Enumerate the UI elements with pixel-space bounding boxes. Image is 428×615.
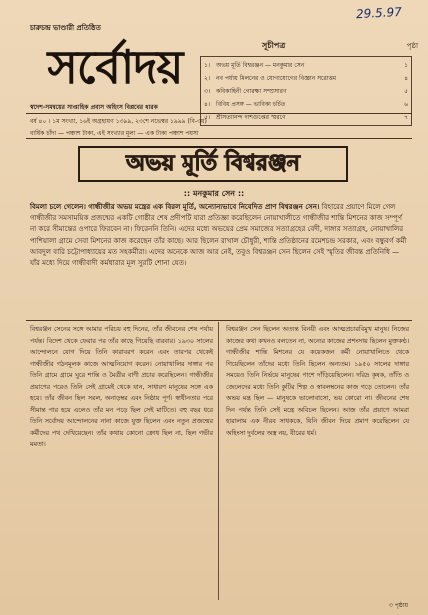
contents-item-number: ৫। bbox=[204, 114, 211, 121]
contents-item[interactable] bbox=[204, 99, 408, 110]
contents-item[interactable] bbox=[204, 60, 408, 71]
article-headline: অভয় মূর্তি বিশ্বরঞ্জন bbox=[78, 146, 348, 182]
contents-page-label: পৃষ্ঠা bbox=[406, 42, 418, 50]
column-divider bbox=[218, 322, 219, 600]
contents-item-page: ১ bbox=[404, 62, 408, 69]
contents-item-number: ৪। bbox=[204, 101, 211, 108]
contents-item-number: ৩। bbox=[204, 88, 211, 95]
contents-item-page: ৫ bbox=[404, 88, 408, 95]
continued-page-note: ৩ পৃষ্ঠায় bbox=[388, 602, 408, 609]
contents-item-page: ৬ bbox=[404, 101, 408, 108]
contents-item-title: বিবিধ প্রসঙ্গ — ভাবিকা চর্চিত bbox=[216, 101, 286, 108]
contents-item-title: নব পর্যায় মিলনের ও যোগাযোগের বিজ্ঞান সরোত্তম bbox=[216, 75, 337, 82]
divider-rule bbox=[26, 138, 412, 139]
contents-item-number: ২। bbox=[204, 75, 211, 82]
article-intro-body: বিহারের প্রয়াণে মিলে গেল গান্ধীজীর সমসাময়িক প্রজন্মের একটি গোষ্ঠীর শেষ প্রদীপটি যারা প্রতিজ্ঞা করেছিলেন নোয়াখালীতে গান্ধীজীর শান্তি মিশনের কাজ সম্পূর্ণ না করে সীমান্তের ওপারে ফিরবেন না। ফিরেননি তিনি। এদের মধ্যে অভয়ের প্রেম সমাজের সত্যাগ্রহের বেদী, দাঙ্গার সত্যাগ্রহ, নোয়াখালির পাশিয়ালা গ্রামে সেবা মিশনের কাজ করেছেন তাঁর কাছে। আর ছিলেন রাখাল চৌধুরী, শান্তি প্রতিষ্ঠানের রমেশচন্দ্র সরকার, এবং বন্ধুবর্গ কর্মী আবদুল বারি চট্টোপাধ্যায়ের মত সহকর্মীরা। এদের অনেকে আজ আর নেই, তবুও বিশ্বরঞ্জন সেন ছিলেন সেই স্মৃতির জীবন্ত প্রতিনিধি — যাঁর মধ্যে দিয়ে গান্ধীবাদী কর্মধারার মূল সুরটি শোনা যেত। bbox=[30, 203, 407, 268]
article-intro bbox=[30, 202, 410, 269]
contents-item[interactable] bbox=[204, 73, 408, 84]
founder-line: চারুচন্দ্র ভাণ্ডারী প্রতিষ্ঠিত bbox=[30, 24, 101, 32]
contents-item-title: শ্রীসত্যানন্দ দাশগুপ্তের স্মরণে bbox=[216, 114, 286, 121]
contents-item[interactable] bbox=[204, 86, 408, 97]
article-column-right: বিশ্বরঞ্জন সেন ছিলেন অত্যন্ত বিনয়ী এবং আত্মপ্রচারবিমুখ মানুষ। নিজের কাজের কথা কখনও বলতেন না, অন্যের কাজের প্রশংসায় ছিলেন মুক্তকণ্ঠ। গান্ধীজীর শান্তি মিশনের যে কয়েকজন কর্মী নোয়াখালিতে থেকে গিয়েছিলেন তাঁদের মধ্যে তিনি ছিলেন অন্যতম। ১৯৫০ সালের দাঙ্গার সময়েও তিনি নির্ভয়ে মানুষের পাশে দাঁড়িয়েছিলেন। দরিদ্র কৃষক, তাঁতি ও জেলেদের মধ্যে তিনি কুটির শিল্প ও স্বাবলম্বনের কাজ গড়ে তোলেন। তাঁর অভয় মন্ত্র ছিল — মানুষকে ভালোবাসো, ভয় কোরো না। জীবনের শেষ দিন পর্যন্ত তিনি সেই মন্ত্রে অবিচল ছিলেন। আজ তাঁর প্রয়াণে আমরা হারালাম এক নীরব সাধককে, যিনি জীবন দিয়ে প্রমাণ করেছিলেন যে অহিংসা দুর্বলের অস্ত্র নয়, বীরের ধর্ম। bbox=[226, 326, 409, 437]
contents-item-title: অভয় মূর্তি বিশ্বরঞ্জন — মনকুমার সেন bbox=[216, 62, 305, 69]
article-lead: বিমলা চলে গেলেন। গান্ধীজীর অভয় মন্ত্রের এক বিরল মূর্তি, অন্যোন্যভাবে নিবেদিত প্রাণ বিশ্বরঞ্জন সেন। bbox=[30, 203, 320, 211]
article-byline: :: মনকুমার সেন :: bbox=[183, 189, 245, 198]
contents-item-page: ৭ bbox=[404, 114, 408, 121]
contents-item-number: ১। bbox=[204, 62, 211, 69]
price-info: বার্ষিক চাঁদা — পঞ্চাশ টাকা, এই সংখ্যার মূল্য — এক টাকা পঞ্চাশ পয়সা bbox=[30, 130, 199, 137]
handwritten-date: 29.5.97 bbox=[355, 4, 403, 22]
divider-rule bbox=[26, 113, 412, 114]
contents-item-page: ৪ bbox=[404, 75, 408, 82]
article-column-left: বিশ্বরঞ্জন সেনের সঙ্গে আমার পরিচয় বহু দিনের, তাঁর জীবনের শেষ পর্যায় পর্যন্ত। বিদেশ থেকে ফেরার পর তাঁর কাছে গিয়েছি বারবার। ১৯৩০ সালের আন্দোলনে যোগ দিয়ে তিনি কারাবরণ করেন এবং তারপর থেকেই গান্ধীজীর গঠনমূলক কাজে আত্মনিয়োগ করেন। নোয়াখালির দাঙ্গার পর তিনি গ্রামে গ্রামে ঘুরে শান্তি ও মৈত্রীর বাণী প্রচার করেছিলেন। গান্ধীজীর প্রয়াণের পরেও তিনি সেই গ্রামেই থেকে যান, সাধারণ মানুষের সঙ্গে এক হয়ে। তাঁর জীবন ছিল সরল, অনাড়ম্বর এবং নিষ্ঠায় পূর্ণ। স্বাধীনতার পরে সীমান্ত পার হয়ে এলেও তাঁর মন পড়ে ছিল সেই মাটিতে। বহু বছর ধরে তিনি সর্বোদয় আন্দোলনের নানা কাজে যুক্ত ছিলেন এবং নতুন প্রজন্মের কর্মীদের পথ দেখিয়েছেন। তাঁর কথায় কোনো ক্রোধ ছিল না, ছিল গভীর মমতা। bbox=[30, 326, 213, 448]
issue-info: বর্ষ ৪০ । ১ম সংখ্যা, ১৬ই অগ্রহায়ণ ১৩৯৯, ২৩শে নভেম্বর ১৯৯৯ (বি-৩য়) bbox=[30, 118, 207, 125]
contents-item-title: কবিকাহিনী গোরক্ষা সম্প্রসারণ bbox=[216, 88, 287, 95]
tagline: স্বদেশ-সমন্বয়ের সাপ্তাহিক প্রবাস অহিংস বিপ্লবের ধারক bbox=[30, 104, 158, 111]
masthead-logo: সর্বোদয় bbox=[47, 40, 183, 94]
divider-rule bbox=[26, 320, 412, 321]
contents-title: সূচীপত্র bbox=[262, 41, 286, 50]
